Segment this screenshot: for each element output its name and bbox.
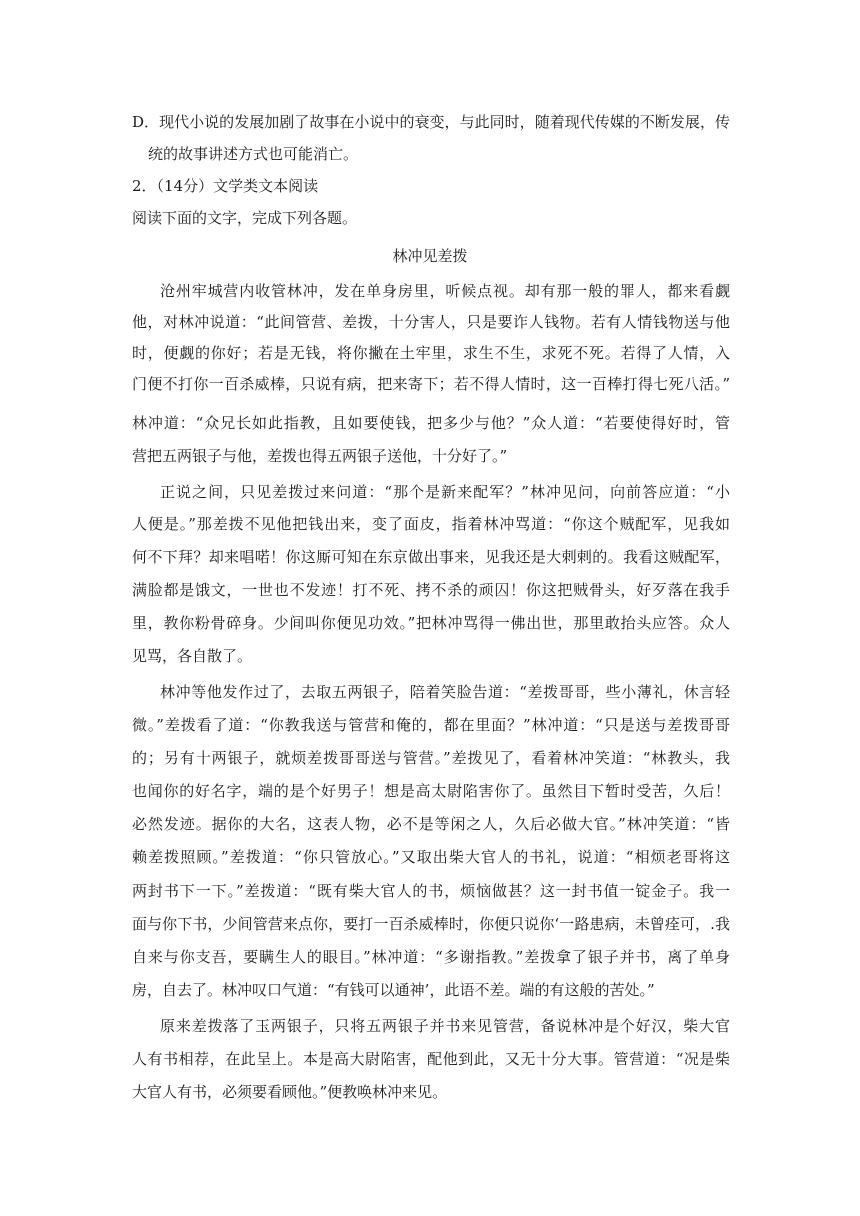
p1-line-5: 林冲道：“众兄长如此指教，且如要使钱，把多少与他？”众人道：“若要使得好时，管 bbox=[132, 414, 730, 432]
p3-line-9: 自来与你支吾，要瞒生人的眼目。”林冲道：“多谢指教。”差拨拿了银子并书，离了单身 bbox=[132, 948, 730, 966]
p2-line-4: 满脸都是饿文，一世也不发迹！打不死、拷不杀的顽囚！你这把贼骨头，好歹落在我手 bbox=[132, 581, 730, 599]
option-d-line-2: 统的故事讲述方式也可能消亡。 bbox=[148, 145, 359, 163]
p2-line-3: 何不下拜？却来唱喏！你这厮可知在东京做出事来，见我还是大剌剌的。我看这贼配军， bbox=[132, 548, 730, 566]
question-2-header: 2．（14分）文学类文本阅读 bbox=[132, 177, 319, 195]
p3-line-10: 房，自去了。林冲叹口气道：“有钱可以通神’，此语不差。端的有这般的苦处。” bbox=[132, 981, 655, 999]
passage-title: 林冲见差拨 bbox=[392, 247, 468, 265]
p1-line-3: 时，便觑的你好；若是无钱，将你撇在土牢里，求生不生，求死不死。若得了人情，入 bbox=[132, 344, 730, 362]
p2-line-5: 里，教你粉骨碎身。少间叫你便见功效。”把林冲骂得一佛出世，那里敢抬头应答。众人 bbox=[132, 614, 730, 632]
p3-line-6: 赖差拨照顾。”差拨道：“你只管放心。”又取出柴大官人的书礼，说道：“相烦老哥将这 bbox=[132, 848, 730, 866]
p4-line-1: 原来差拨落了玉两银子，只将五两银子并书来见管营，备说林冲是个好汉，柴大官 bbox=[160, 1017, 730, 1035]
p3-line-1: 林冲等他发作过了，去取五两银子，陪着笑脸告道：“差拨哥哥，些小薄礼，休言轻 bbox=[160, 683, 730, 701]
p1-line-2: 他，对林冲说道：“此间管营、差拨，十分害人，只是要诈人钱物。若有人情钱物送与他 bbox=[132, 313, 730, 331]
p3-line-4: 也闻你的好名字，端的是个好男子！想是高太尉陷害你了。虽然目下暂时受苦，久后！ bbox=[132, 782, 730, 800]
p3-line-5: 必然发迹。据你的大名，这表人物，必不是等闲之人，久后必做大官。”林冲笑道：“皆 bbox=[132, 815, 730, 833]
p4-line-2: 人有书相荐，在此呈上。本是高大尉陷害，配他到此，又无十分大事。管营道：“况是柴 bbox=[132, 1050, 730, 1068]
question-2-instruction: 阅读下面的文字，完成下列各题。 bbox=[132, 209, 358, 227]
p3-line-8: 面与你下书，少间管营来点你，要打一百杀威棒时，你便只说你‘一路患病，未曾痊可，.我 bbox=[132, 915, 730, 933]
p1-line-6: 营把五两银子与他，差拨也得五两银子送他，十分好了。” bbox=[132, 447, 508, 465]
p2-line-2: 人便是。”那差拨不见他把钱出来，变了面皮，指着林冲骂道：“你这个贼配军，见我如 bbox=[132, 515, 730, 533]
p1-line-4: 门便不打你一百杀威棒，只说有病，把来寄下；若不得人情时，这一百棒打得七死八活。” bbox=[132, 375, 730, 393]
p3-line-2: 微。”差拨看了道：“你教我送与管营和俺的，都在里面？”林冲道：“只是送与差拨哥哥 bbox=[132, 716, 730, 734]
p2-line-1: 正说之间，只见差拨过来问道：“那个是新来配军？”林冲见问，向前答应道：“小 bbox=[160, 483, 730, 501]
p3-line-7: 两封书下一下。”差拨道：“既有柴大官人的书，烦恼做甚？这一封书值一锭金子。我一 bbox=[132, 882, 730, 900]
p3-line-3: 的；另有十两银子，就烦差拨哥哥送与管营。”差拨见了，看着林冲笑道：“林教头，我 bbox=[132, 749, 730, 767]
p4-line-3: 大官人有书，必须要看顾他。”便教唤林冲来见。 bbox=[132, 1083, 448, 1101]
p2-line-6: 见骂，各自散了。 bbox=[132, 647, 253, 665]
p1-line-1: 沧州牢城营内收管林冲，发在单身房里，听候点视。却有那一般的罪人，都来看觑 bbox=[160, 282, 730, 300]
option-d-line-1: D．现代小说的发展加剧了故事在小说中的衰变，与此同时，随着现代传媒的不断发展，传 bbox=[132, 113, 730, 131]
